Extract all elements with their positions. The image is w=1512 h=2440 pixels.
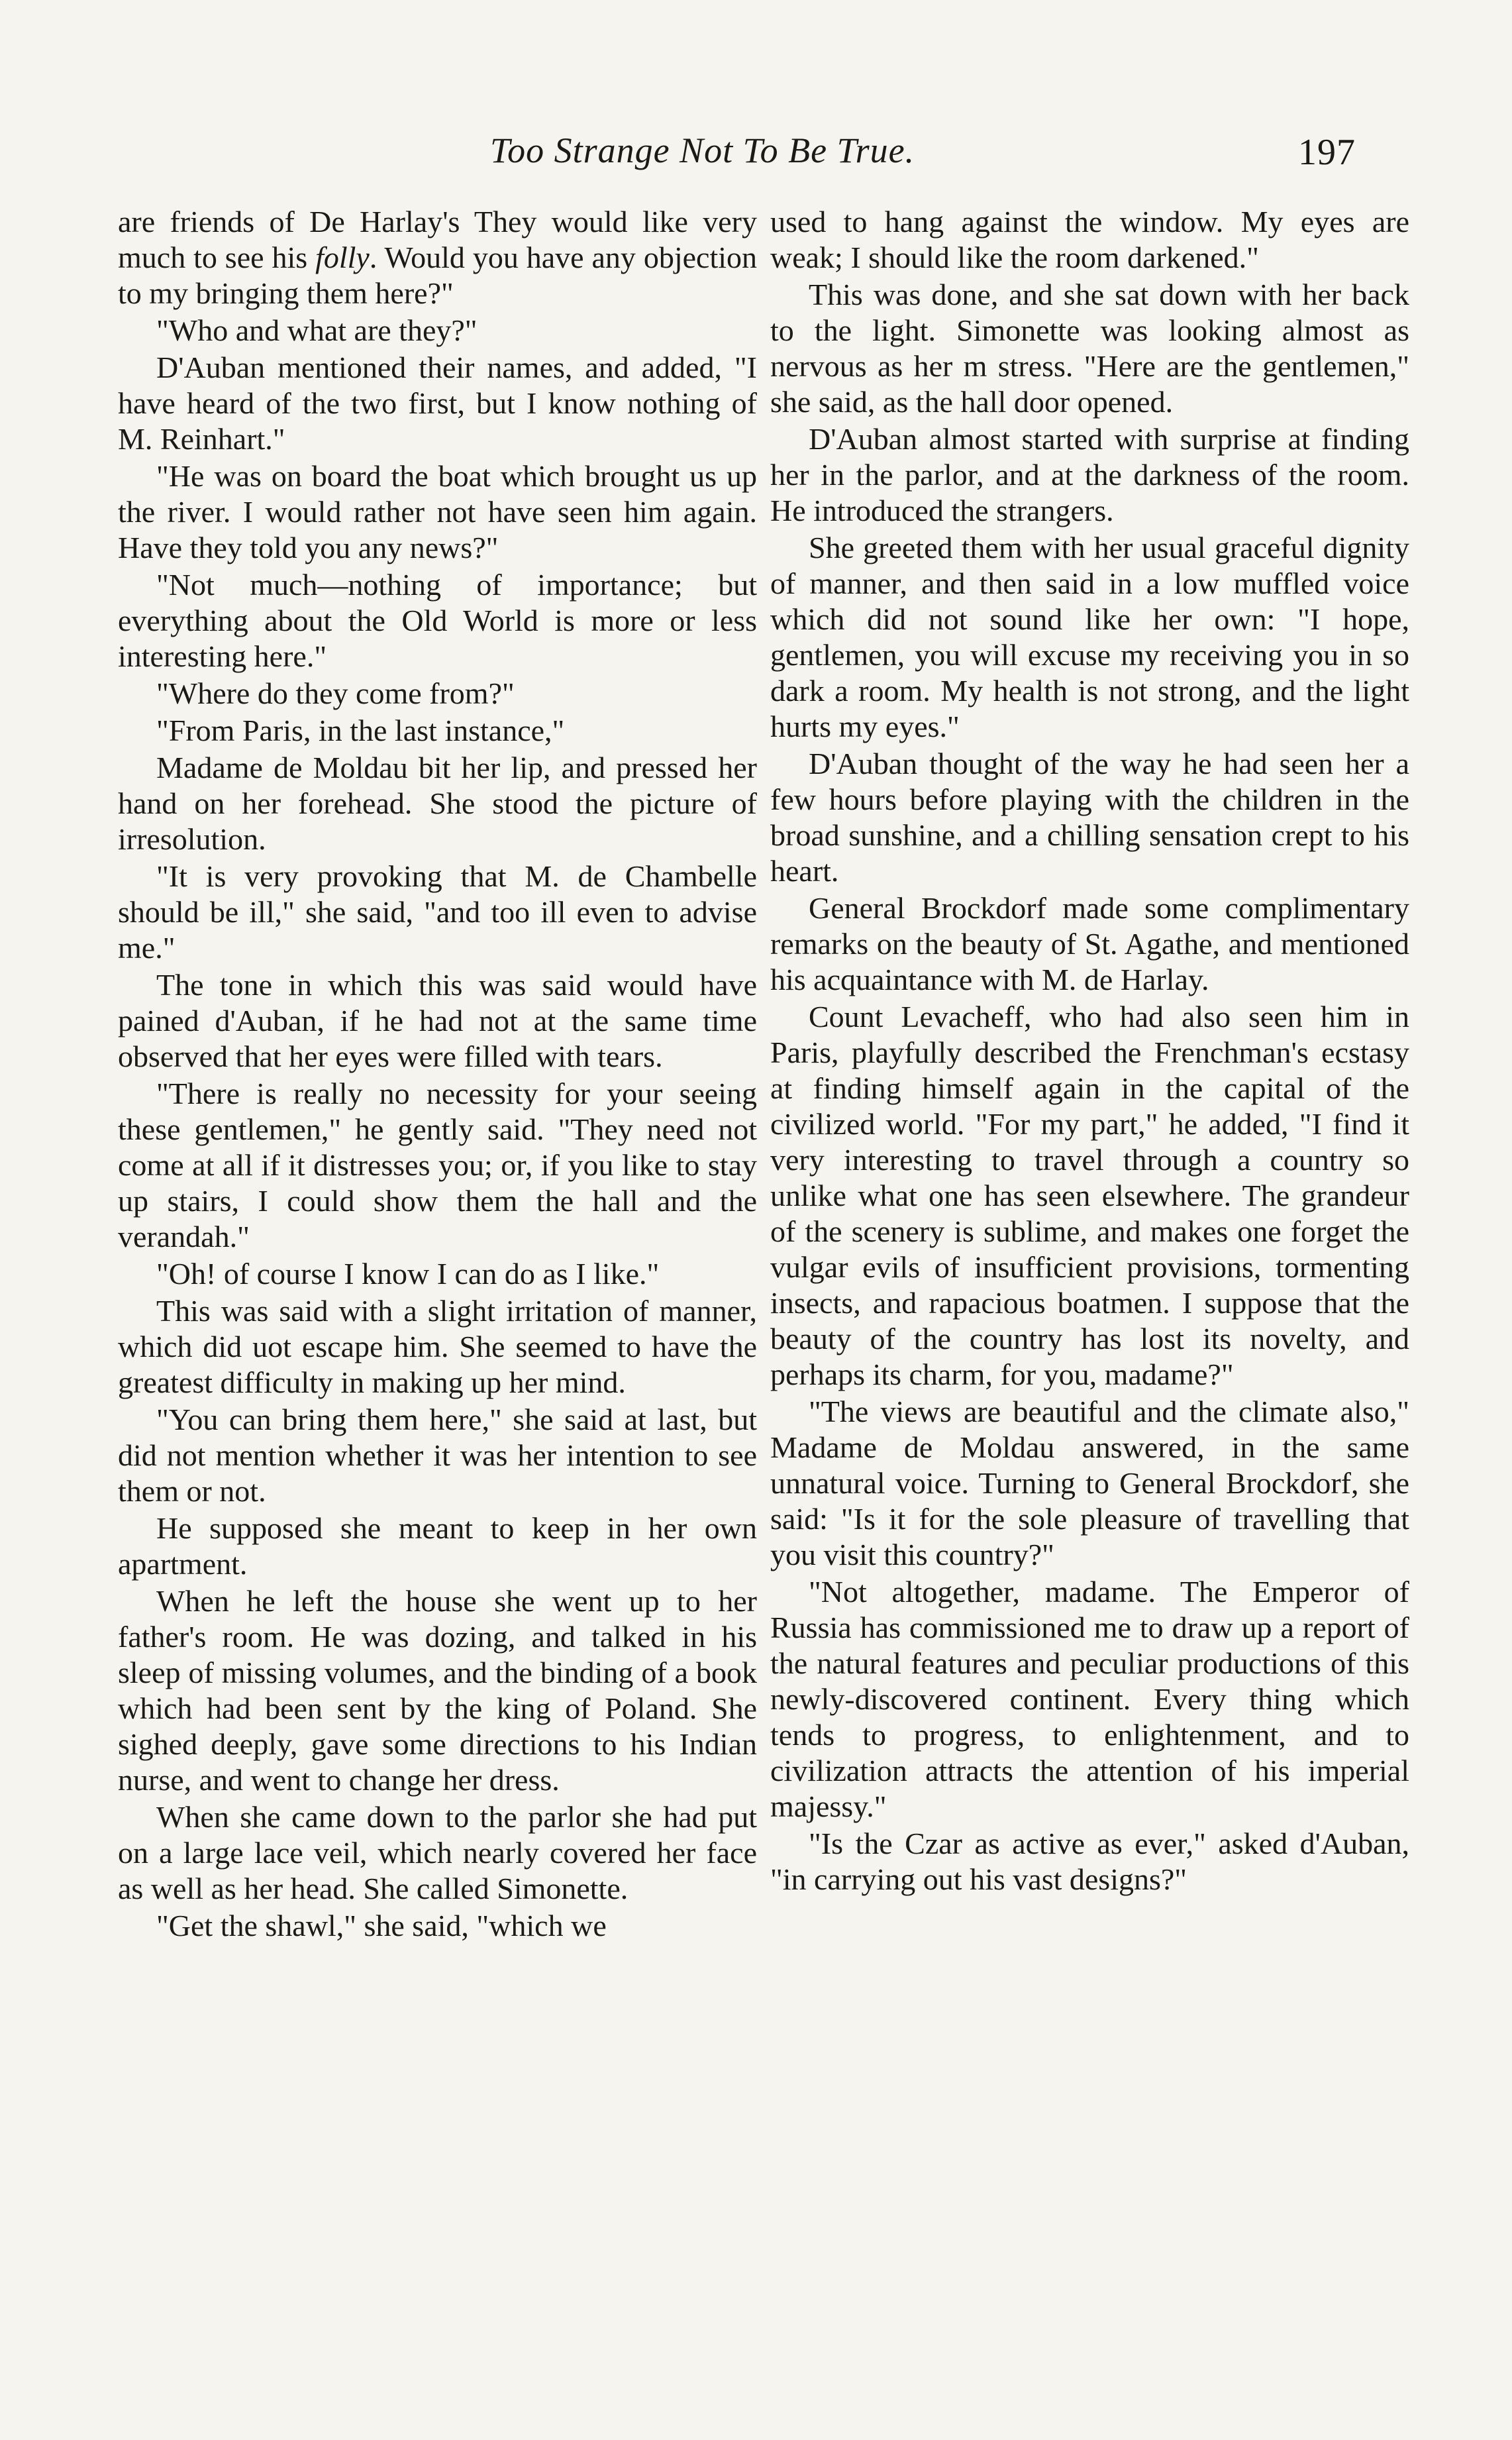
paragraph <box>770 1826 1409 1897</box>
running-title: Too Strange Not To Be True. <box>490 131 915 170</box>
paragraph <box>770 204 1409 276</box>
paragraph-text: "Is the Czar as active as ever," asked d'Auban, "in carrying out his vast designs?" <box>770 1827 1409 1896</box>
paragraph <box>118 204 757 311</box>
paragraph <box>118 1511 757 1582</box>
paragraph-text: "Get the shawl," she said, "which we <box>156 1909 607 1942</box>
paragraph <box>118 1256 757 1292</box>
paragraph <box>770 530 1409 745</box>
paragraph <box>118 713 757 749</box>
paragraph <box>118 676 757 712</box>
paragraph <box>118 1402 757 1509</box>
paragraph <box>118 859 757 966</box>
paragraph <box>770 277 1409 420</box>
paragraph-text: "Not much—nothing of importance; but everything about the Old World is more or less interesting here." <box>118 568 757 673</box>
paragraph-text: D'Auban thought of the way he had seen her a few hours before playing with the children in the broad sunshine, and a chilling sensation crept to his heart. <box>770 747 1409 888</box>
paragraph <box>770 1394 1409 1573</box>
paragraph <box>118 1293 757 1401</box>
paragraph-text: This was done, and she sat down with her back to the light. Simonette was looking almost as nervous as her m stress. "Here are the gentlemen," she said, as the hall door opened. <box>770 278 1409 419</box>
paragraph <box>118 458 757 566</box>
paragraph-text: "There is really no necessity for your seeing these gentlemen," he gently said. "They need not come at all if it distresses you; or, if you like to stay up stairs, I could show them the hall and the verandah." <box>118 1077 757 1253</box>
paragraph <box>118 1076 757 1255</box>
paragraph-text: "He was on board the boat which brought us up the river. I would rather not have seen him again. Have they told you any news?" <box>118 459 757 564</box>
paragraph-text: "Who and what are they?" <box>156 313 478 347</box>
left-column <box>118 204 757 1945</box>
paragraph <box>770 890 1409 998</box>
paragraph <box>118 1908 757 1944</box>
paragraph <box>118 1799 757 1907</box>
paragraph <box>118 750 757 857</box>
right-column <box>770 204 1409 1899</box>
paragraph-text: She greeted them with her usual graceful dignity of manner, and then said in a low muffled voice which did not sound like her own: "I hope, gentlemen, you will excuse my receiving you in so dark a room. My health is not strong, and the light hurts my eyes." <box>770 531 1409 743</box>
paragraph-text: He supposed she meant to keep in her own apartment. <box>118 1511 757 1581</box>
paragraph-text: D'Auban almost started with surprise at finding her in the parlor, and at the darkness of the room. He introduced the strangers. <box>770 422 1409 527</box>
paragraph <box>118 313 757 348</box>
paragraph <box>770 746 1409 889</box>
paragraph-text: "From Paris, in the last instance," <box>156 714 565 747</box>
paragraph-text: Madame de Moldau bit her lip, and pressed her hand on her forehead. She stood the picture of irresolution. <box>118 751 757 856</box>
paragraph-text: used to hang against the window. My eyes are weak; I should like the room darkened." <box>770 205 1409 274</box>
paragraph-text: The tone in which this was said would have pained d'Auban, if he had not at the same time observed that her eyes were filled with tears. <box>118 968 757 1073</box>
paragraph-text: "It is very provoking that M. de Chambelle should be ill," she said, "and too ill even to advise me." <box>118 859 757 965</box>
paragraph-text: "You can bring them here," she said at last, but did not mention whether it was her intention to see them or not. <box>118 1403 757 1508</box>
paragraph-text: Count Levacheff, who had also seen him in Paris, playfully described the Frenchman's ecstasy at finding himself again in the capital of the civilized world. "For my part," he added, "I find it very interesting to travel through a country so unlike what one has seen elsewhere. The grandeur of the scenery is sublime, and makes one forget the vulgar evils of insufficient provisions, tormenting insects, and rapacious boatmen. I suppose that the beauty of the country has lost its novelty, and perhaps its charm, for you, madame?" <box>770 1000 1409 1391</box>
paragraph <box>118 1583 757 1798</box>
paragraph <box>770 999 1409 1393</box>
paragraph-text: "Where do they come from?" <box>156 676 515 710</box>
page-header <box>0 130 1512 183</box>
paragraph-text: are friends of De Harlay's They would like very much to see his <box>118 205 757 274</box>
paragraph-text: When she came down to the parlor she had put on a large lace veil, which nearly covered her face as well as her head. She called Simonette. <box>118 1800 757 1905</box>
italic-word: folly <box>315 240 370 274</box>
paragraph-text: "The views are beautiful and the climate also," Madame de Moldau answered, in the same unnatural voice. Turning to General Brockdorf, she said: "Is it for the sole pleasure of travelling that you visit this country?" <box>770 1395 1409 1571</box>
paragraph-text: When he left the house she went up to her father's room. He was dozing, and talked in his sleep of missing volumes, and the binding of a book which had been sent by the king of Poland. She sighed deeply, gave some directions to his Indian nurse, and went to change her dress. <box>118 1584 757 1797</box>
paragraph <box>118 350 757 457</box>
paragraph-text-continued: . Would you have any objection to my bringing them here?" <box>118 240 758 310</box>
paragraph <box>770 1574 1409 1825</box>
paragraph-text: "Oh! of course I know I can do as I like." <box>156 1257 660 1291</box>
paragraph-text: This was said with a slight irritation of manner, which did uot escape him. She seemed to have the greatest difficulty in making up her mind. <box>118 1294 757 1399</box>
paragraph <box>118 967 757 1075</box>
paragraph <box>770 421 1409 529</box>
paragraph-text: D'Auban mentioned their names, and added, "I have heard of the two first, but I know nothing of M. Reinhart." <box>118 350 757 456</box>
page-number: 197 <box>1298 132 1356 173</box>
paragraph-text: General Brockdorf made some complimentary remarks on the beauty of St. Agathe, and mentioned his acquaintance with M. de Harlay. <box>770 891 1409 996</box>
paragraph-text: "Not altogether, madame. The Emperor of Russia has commissioned me to draw up a report of the natural features and peculiar productions of this newly-discovered continent. Every thing which tends to progress, to enlightenment, and to civilization attracts the attention of his imperial majessy." <box>770 1575 1409 1823</box>
paragraph <box>118 567 757 674</box>
